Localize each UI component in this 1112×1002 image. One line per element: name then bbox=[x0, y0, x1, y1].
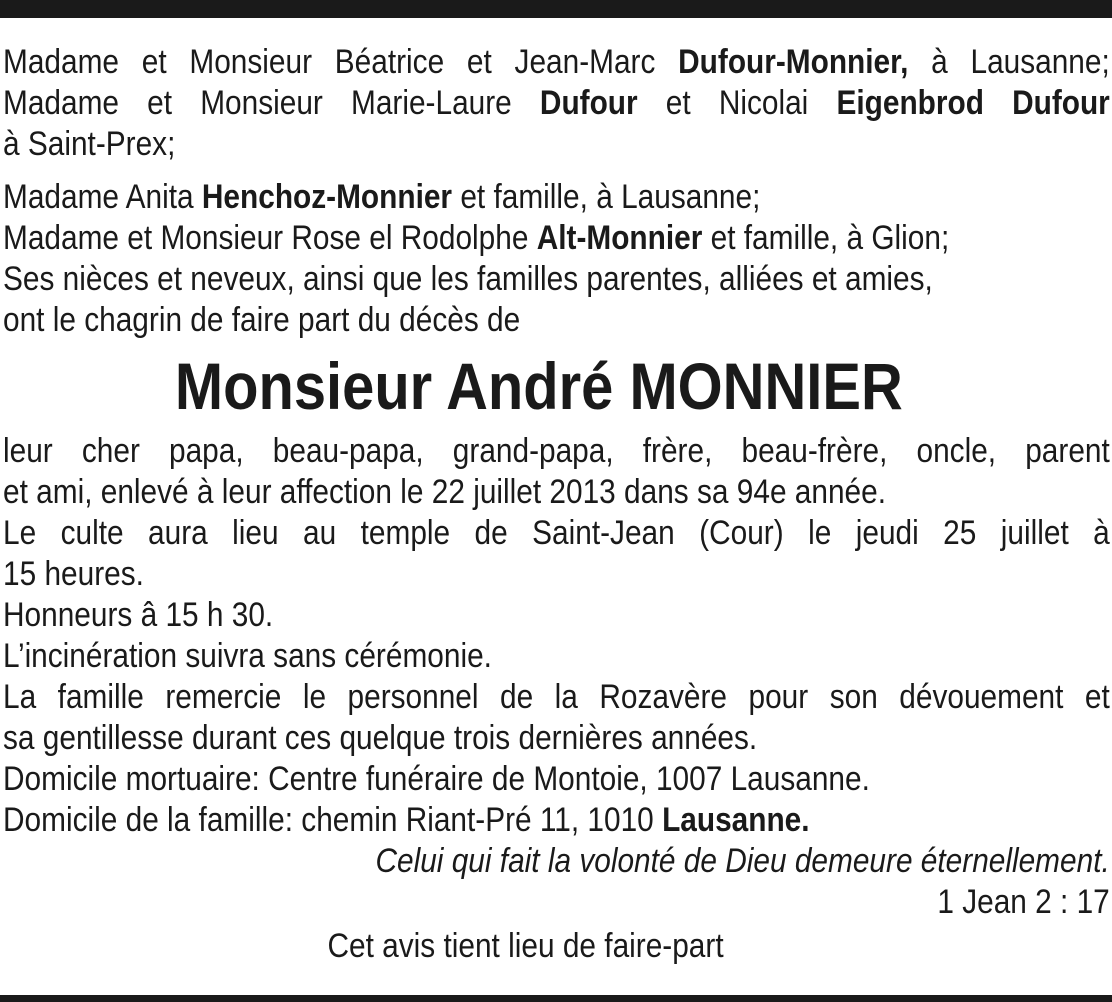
family-line: à Saint-Prex; bbox=[3, 125, 176, 163]
body-line: Le culte aura lieu au temple de Saint-Jean (Cour) le jeudi 25 juillet à bbox=[3, 514, 1110, 552]
family-name: Alt-Monnier bbox=[536, 219, 703, 257]
body-line: leur cher papa, beau-papa, grand-papa, frère, beau-frère, oncle, parent bbox=[3, 432, 1110, 470]
body-line: Domicile mortuaire: Centre funéraire de Montoie, 1007 Lausanne. bbox=[3, 760, 870, 798]
body-line: La famille remercie le personnel de la Rozavère pour son dévouement et bbox=[3, 678, 1110, 716]
family-name: Eigenbrod Dufour bbox=[836, 84, 1110, 122]
body-line: 15 heures. bbox=[3, 555, 144, 593]
body-line: sa gentillesse durant ces quelque trois dernières années. bbox=[3, 719, 758, 757]
text: Madame et Monsieur Marie-Laure bbox=[3, 84, 540, 122]
family-line bbox=[3, 218, 1110, 259]
deceased-name: Monsieur André MONNIER bbox=[174, 349, 903, 423]
body-line: L’incinération suivra sans cérémonie. bbox=[3, 637, 492, 675]
city: Lausanne. bbox=[662, 801, 810, 839]
family-name: Dufour bbox=[539, 84, 638, 122]
text: et famille, à Glion; bbox=[702, 219, 950, 257]
text: et Nicolai bbox=[637, 84, 837, 122]
family-line bbox=[3, 42, 1110, 83]
family-line bbox=[3, 177, 1110, 218]
family-line bbox=[3, 83, 1110, 124]
text: Madame et Monsieur Rose el Rodolphe bbox=[3, 219, 537, 257]
text: Domicile de la famille: chemin Riant-Pré 11, 1010 bbox=[3, 801, 663, 839]
body-line: et ami, enlevé à leur affection le 22 juillet 2013 dans sa 94e année. bbox=[3, 473, 887, 511]
text: et famille, à Lausanne; bbox=[452, 178, 761, 216]
body-line bbox=[3, 800, 1110, 841]
family-name: Henchoz-Monnier bbox=[201, 178, 453, 216]
text: à Lausanne; bbox=[908, 43, 1110, 81]
text: Madame et Monsieur Béatrice et Jean-Marc bbox=[3, 43, 679, 81]
obituary-notice bbox=[3, 42, 1110, 967]
family-line: ont le chagrin de faire part du décès de bbox=[3, 301, 521, 339]
bible-verse: Celui qui fait la volonté de Dieu demeure éternellement. bbox=[375, 842, 1110, 880]
text: Madame Anita bbox=[3, 178, 202, 216]
top-rule bbox=[0, 0, 1112, 18]
family-name: Dufour-Monnier, bbox=[678, 43, 909, 81]
bottom-rule bbox=[0, 995, 1112, 1002]
body-line: Honneurs â 15 h 30. bbox=[3, 596, 274, 634]
footer-note: Cet avis tient lieu de faire-part bbox=[327, 927, 724, 965]
verse-reference: 1 Jean 2 : 17 bbox=[937, 883, 1110, 921]
family-line: Ses nièces et neveux, ainsi que les familles parentes, alliées et amies, bbox=[3, 260, 933, 298]
